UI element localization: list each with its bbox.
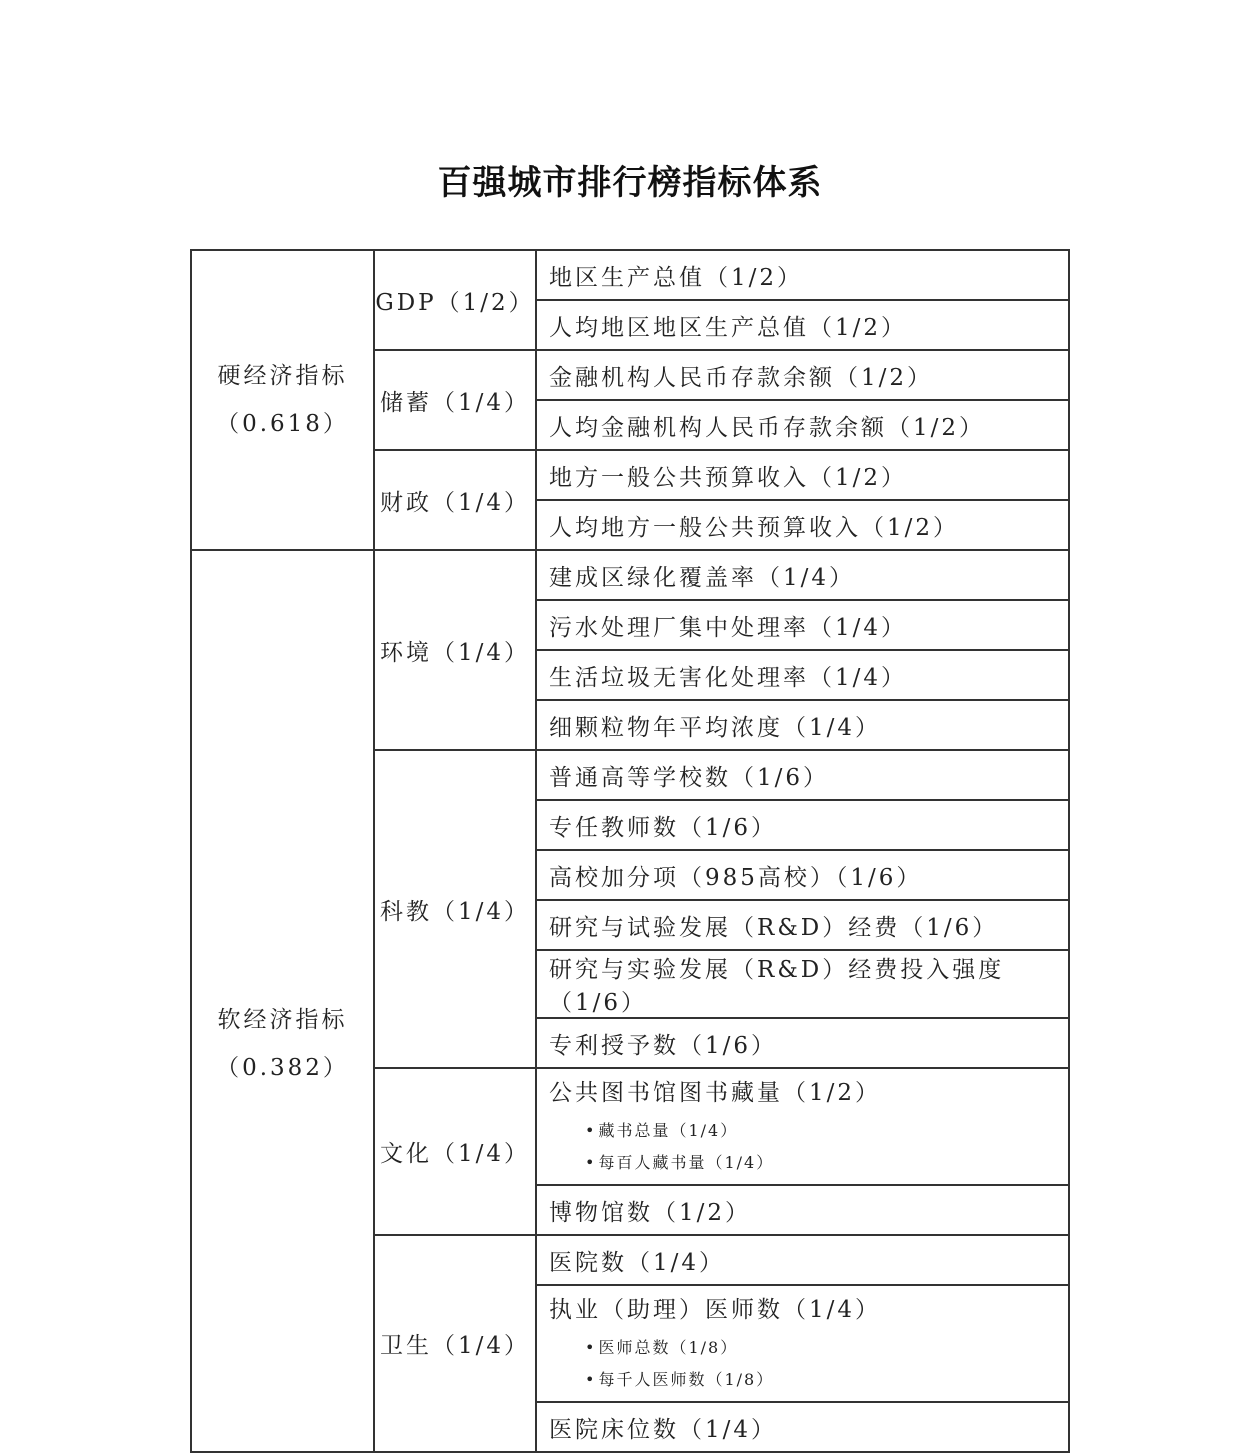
indicator-label: 执业（助理）医师数（1/4） bbox=[549, 1297, 882, 1323]
indicator-cell: 人均地方一般公共预算收入（1/2） bbox=[536, 500, 1069, 550]
indicator-cell: 研究与试验发展（R&D）经费（1/6） bbox=[536, 900, 1069, 950]
group-weight: （0.382） bbox=[216, 1055, 349, 1081]
sub-indicator: • 每千人医师数（1/8） bbox=[585, 1364, 1068, 1396]
indicator-cell: 人均金融机构人民币存款余额（1/2） bbox=[536, 400, 1069, 450]
indicator-table bbox=[190, 249, 1070, 1453]
indicator-cell: 专利授予数（1/6） bbox=[536, 1018, 1069, 1068]
group-weight: （0.618） bbox=[216, 411, 349, 437]
group-name: 软经济指标 bbox=[217, 1007, 348, 1033]
category-cell: 储蓄（1/4） bbox=[374, 350, 536, 450]
category-cell: 科教（1/4） bbox=[374, 750, 536, 1068]
indicator-cell: 医院数（1/4） bbox=[536, 1235, 1069, 1285]
sub-indicator: • 藏书总量（1/4） bbox=[585, 1115, 1068, 1147]
category-cell: 财政（1/4） bbox=[374, 450, 536, 550]
category-cell: 卫生（1/4） bbox=[374, 1235, 536, 1452]
indicator-cell: 污水处理厂集中处理率（1/4） bbox=[536, 600, 1069, 650]
sub-indicator: • 每百人藏书量（1/4） bbox=[585, 1147, 1068, 1179]
indicator-cell: 金融机构人民币存款余额（1/2） bbox=[536, 350, 1069, 400]
indicator-cell: 地方一般公共预算收入（1/2） bbox=[536, 450, 1069, 500]
indicator-cell: 人均地区地区生产总值（1/2） bbox=[536, 300, 1069, 350]
indicator-cell: 生活垃圾无害化处理率（1/4） bbox=[536, 650, 1069, 700]
indicator-cell: 细颗粒物年平均浓度（1/4） bbox=[536, 700, 1069, 750]
table-row bbox=[191, 550, 1069, 600]
indicator-cell: 博物馆数（1/2） bbox=[536, 1185, 1069, 1235]
indicator-cell bbox=[536, 1068, 1069, 1185]
category-cell: 文化（1/4） bbox=[374, 1068, 536, 1235]
indicator-cell: 高校加分项（985高校）（1/6） bbox=[536, 850, 1069, 900]
indicator-cell: 地区生产总值（1/2） bbox=[536, 250, 1069, 300]
indicator-cell: 医院床位数（1/4） bbox=[536, 1402, 1069, 1452]
page-title: 百强城市排行榜指标体系 bbox=[437, 163, 823, 203]
indicator-cell: 研究与实验发展（R&D）经费投入强度（1/6） bbox=[536, 950, 1069, 1018]
group-cell-soft bbox=[191, 550, 374, 1452]
indicator-cell: 专任教师数（1/6） bbox=[536, 800, 1069, 850]
indicator-cell bbox=[536, 1285, 1069, 1402]
sub-indicator-list bbox=[549, 1115, 1068, 1179]
sub-indicator-list bbox=[549, 1332, 1068, 1396]
category-cell: GDP（1/2） bbox=[374, 250, 536, 350]
sub-indicator: • 医师总数（1/8） bbox=[585, 1332, 1068, 1364]
group-cell-hard bbox=[191, 250, 374, 550]
indicator-label: 公共图书馆图书藏量（1/2） bbox=[549, 1080, 882, 1106]
category-cell: 环境（1/4） bbox=[374, 550, 536, 750]
indicator-cell: 建成区绿化覆盖率（1/4） bbox=[536, 550, 1069, 600]
group-name: 硬经济指标 bbox=[217, 363, 348, 389]
table-row bbox=[191, 250, 1069, 300]
indicator-cell: 普通高等学校数（1/6） bbox=[536, 750, 1069, 800]
